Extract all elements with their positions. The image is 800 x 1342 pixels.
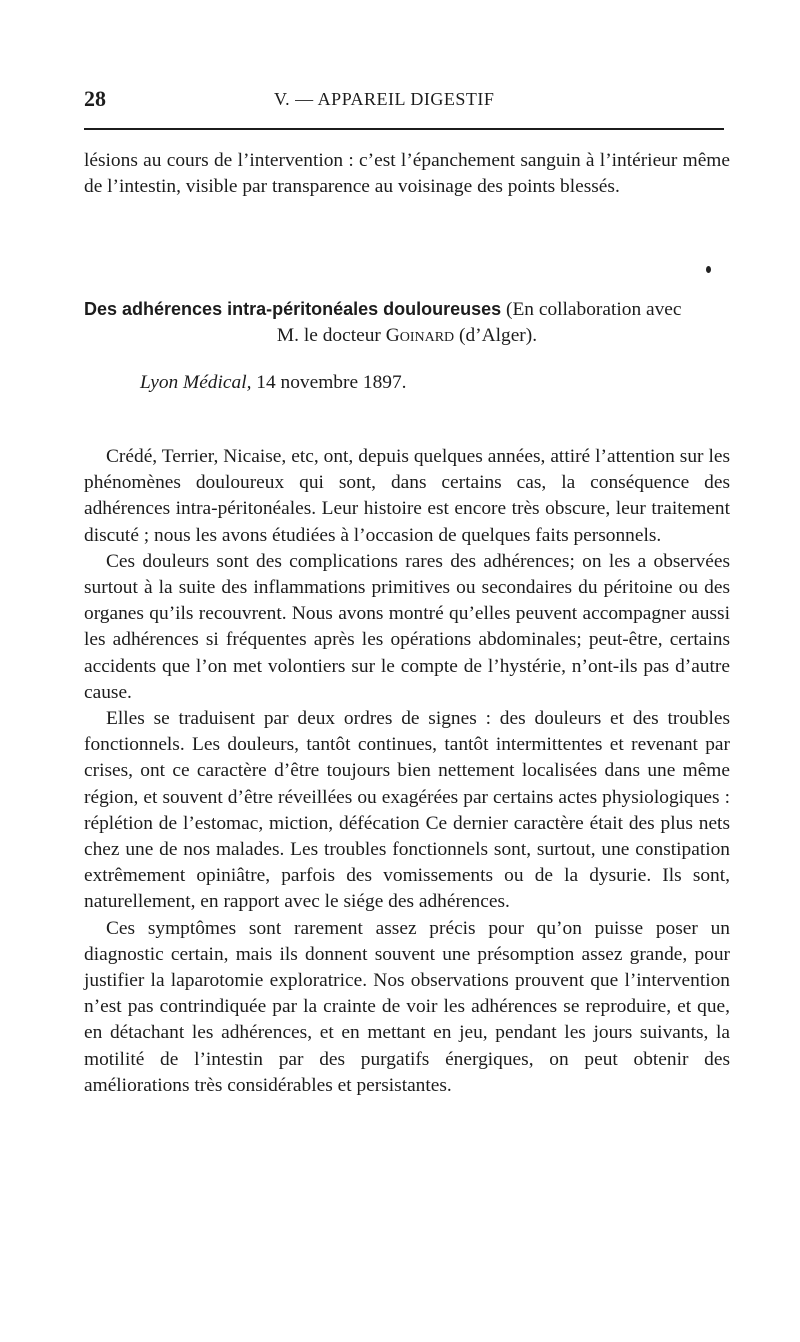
- article-coauthor-line: [84, 323, 730, 349]
- running-head: V. — APPAREIL DIGESTIF: [274, 89, 495, 109]
- article-heading: [84, 296, 730, 349]
- body-paragraph: Ces symptômes sont rarement assez précis pour qu’on puisse poser un diagnostic certain, mais ils donnent souvent une présomption assez grande, pour justifier la laparotomie exploratrice. Nos observations prouvent que l’intervention n’est pas contrindiquée par la crainte de voir les adhérences se reproduire, et que, en détachant les adhérences, et en mettant en jeu, pendant les jours suivants, la motilité de l’intestin par des purgatifs énergiques, on peut obtenir des améliorations très considérables et persistantes.: [84, 917, 730, 1096]
- article-collaboration: (En collaboration avec: [501, 299, 682, 320]
- page-header: [84, 86, 724, 114]
- body-paragraph: Crédé, Terrier, Nicaise, etc, ont, depuis quelques années, attiré l’attention sur les phénomènes douloureux qui sont, dans certains cas, la conséquence des adhérences intra-péritonéales. Leur histoire est encore très obscure, leur traitement discuté ; nous les avons étudiées à l’occasion de quelques faits personnels.: [84, 446, 730, 546]
- page-number: 28: [84, 86, 106, 111]
- source-journal: Lyon Médical,: [140, 372, 252, 393]
- body-paragraph: Elles se traduisent par deux ordres de signes : des douleurs et des troubles fonctionnels. Les douleurs, tantôt continues, tantôt intermittentes et revenant par crises, ont ce caractère d’être toujours bien nettement localisées dans une même région, et souvent d’être réveillées ou exagérées par certains actes physiologiques : réplétion de l’estomac, miction, défécation Ce dernier caractère était des plus nets chez une de nos malades. Les troubles fonctionnels sont, surtout, une constipation extrêmement opiniâtre, parfois des vomissements ou de la dysurie. Ils sont, naturellement, en rapport avec le siége des adhérences.: [84, 708, 730, 913]
- continuation-text: [84, 148, 730, 200]
- continuation-paragraph: lésions au cours de l’intervention : c’est l’épanchement sanguin à l’intérieur même de l’intestin, visible par transparence au voisinage des points blessés.: [84, 150, 730, 198]
- article-body: [84, 444, 730, 1099]
- coauthor-prefix: M. le docteur: [276, 325, 386, 347]
- article-title: Des adhérences intra-péritonéales douloureuses: [84, 299, 502, 319]
- header-rule: [84, 128, 724, 130]
- article-source: [140, 372, 407, 394]
- source-date: 14 novembre 1897.: [251, 372, 407, 393]
- article-title-line: [84, 296, 730, 323]
- ink-speck: [706, 266, 711, 273]
- coauthor-name: Goinard: [385, 325, 455, 347]
- coauthor-suffix: (d’Alger).: [454, 325, 538, 347]
- body-paragraph: Ces douleurs sont des complications rares des adhérences; on les a observées surtout à la suite des inflammations primitives ou secondaires du péritoine ou des organes qu’ils recouvrent. Nous avons montré qu’elles peuvent accompagner aussi les adhérences si fréquentes après les opérations abdominales; peut-être, certains accidents que l’on met volontiers sur le compte de l’hystérie, n’ont-ils pas d’autre cause.: [84, 550, 730, 703]
